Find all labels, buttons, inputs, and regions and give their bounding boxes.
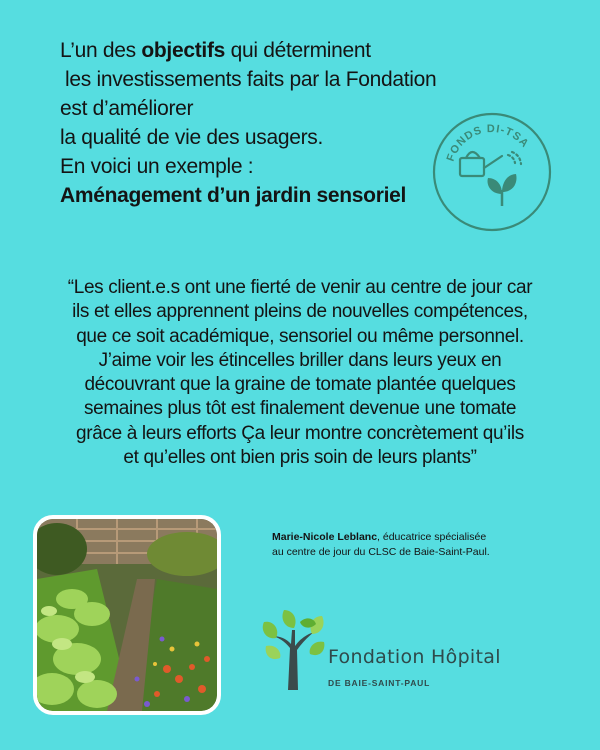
- quote-line: et qu’elles ont bien pris soin de leurs plants”: [123, 447, 477, 469]
- fonds-di-tsa-badge: [428, 108, 556, 236]
- quote-line: que ce soit académique, sensoriel ou même personnel.: [76, 325, 524, 347]
- garden-photo: [33, 515, 221, 715]
- quote-attribution: [272, 530, 532, 560]
- intro-text: [60, 36, 440, 210]
- org-city: DE BAIE-SAINT-PAUL: [328, 678, 431, 688]
- intro-line-5: En voici un exemple :: [60, 155, 254, 178]
- quote-line: J’aime voir les étincelles briller dans leurs yeux en: [98, 349, 502, 371]
- intro-line-4: la qualité de vie des usagers.: [60, 126, 324, 149]
- watering-can-sprout-icon: [460, 152, 521, 176]
- author-workplace: au centre de jour du CLSC de Baie-Saint-Paul.: [272, 546, 490, 558]
- intro-line-3: est d’améliorer: [60, 97, 194, 120]
- quote-line: grâce à leurs efforts Ça leur montre concrètement qu’ils: [76, 422, 524, 444]
- quote-line: ils et elles apprennent pleins de nouvelles compétences,: [72, 301, 528, 323]
- project-title: Aménagement d’un jardin sensoriel: [60, 184, 407, 207]
- author-name: Marie-Nicole Leblanc: [272, 531, 378, 543]
- tree-logo-icon: [262, 608, 326, 690]
- org-name: Fondation Hôpital: [328, 646, 501, 668]
- svg-text:FONDS DI-TSA: FONDS DI-TSA: [444, 122, 532, 164]
- intro-line-1: L’un des objectifs qui déterminent: [60, 39, 371, 62]
- intro-line-2: les investissements faits par la Fondation: [65, 68, 437, 91]
- quote-line: semaines plus tôt est finalement devenue une tomate: [83, 398, 517, 420]
- intro-bold-keyword: objectifs: [141, 39, 226, 62]
- fondation-logo: [262, 608, 562, 698]
- quote-line: “Les client.e.s ont une fierté de venir au centre de jour car: [67, 277, 533, 298]
- testimonial-quote: [52, 276, 548, 470]
- quote-line: découvrant que la graine de tomate plantée quelques: [84, 374, 516, 396]
- author-role: , éducatrice spécialisée: [377, 531, 487, 543]
